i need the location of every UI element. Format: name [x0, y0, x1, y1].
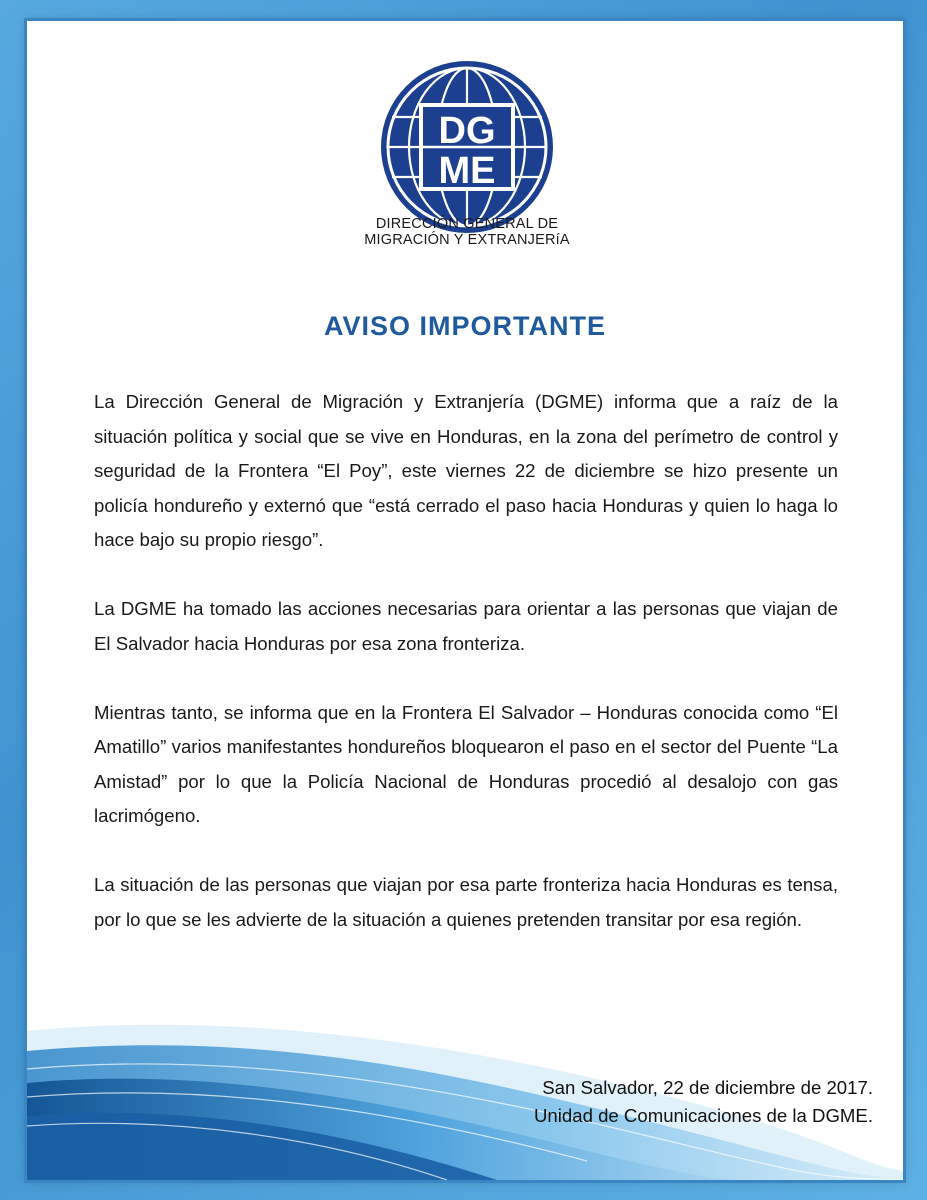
issuing-unit: Unidad de Comunicaciones de la DGME. — [534, 1105, 873, 1126]
place-date: San Salvador, 22 de diciembre de 2017. — [542, 1077, 873, 1098]
organization-name — [317, 216, 617, 248]
paragraph-3: Mientras tanto, se informa que en la Frontera El Salvador – Honduras conocida como “El Amatillo” varios manifestantes hondureños bloquearon el paso en el sector del Puente “La Amistad” por lo que la Policía Nacional de Honduras procedió al desalojo con gas lacrimógeno. — [94, 701, 838, 826]
logo-text-bottom: ME — [438, 150, 496, 192]
dgme-globe-logo — [377, 57, 557, 237]
org-name-line2: MIGRACIÓN Y EXTRANJERíA — [364, 232, 570, 248]
notice-body — [94, 385, 838, 972]
notice-title: AVISO IMPORTANTE — [323, 311, 606, 341]
paragraph-2: La DGME ha tomado las acciones necesarias para orientar a las personas que viajan de El Salvador hacia Honduras por esa zona fronteriza. — [94, 598, 838, 654]
document-sheet — [27, 21, 903, 1180]
org-name-line1: DIRECCIÓN GENERAL DE — [375, 216, 559, 232]
paragraph-4: La situación de las personas que viajan por esa parte fronteriza hacia Honduras es tensa, por lo que se les advierte de la situación a quienes pretenden transitar por esa región. — [94, 874, 838, 930]
signature-block — [534, 1074, 873, 1130]
paragraph-1: La Dirección General de Migración y Extranjería (DGME) informa que a raíz de la situación política y social que se vive en Honduras, en la zona del perímetro de control y seguridad de la Frontera “El Poy”, este viernes 22 de diciembre se hizo presente un policía hondureño y externó que “está cerrado el paso hacia Honduras y quien lo haga lo hace bajo su propio riesgo”. — [94, 391, 838, 550]
logo-text-top: DG — [438, 110, 496, 152]
